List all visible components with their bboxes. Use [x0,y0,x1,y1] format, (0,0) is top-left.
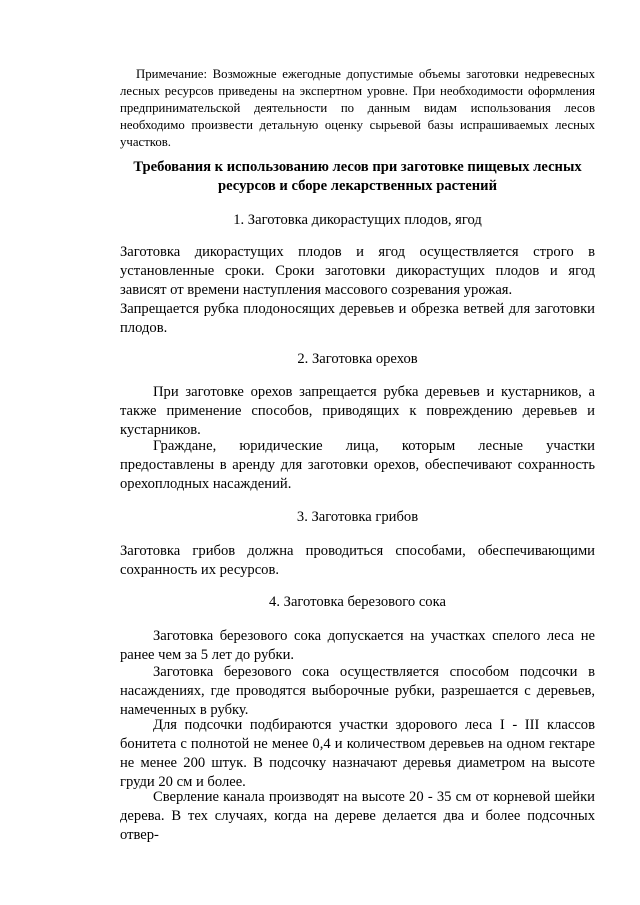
section-4-paragraph-2: Заготовка березового сока осуществляется способом подсочки в насаждениях, где проводятся выборочные рубки, разрешается с деревьев, намеченных в рубку. [120,664,595,718]
section-1-paragraph-1: Заготовка дикорастущих плодов и ягод осуществляется строго в установленные сроки. Сроки заготовки дикорастущих плодов и ягод зависят от времени наступления массового созревания урожая. [120,244,595,298]
main-heading: Требования к использованию лесов при заготовке пищевых лесных ресурсов и сборе лекарственных растений [133,159,582,194]
section-4-paragraph-4: Сверление канала производят на высоте 20 - 35 см от корневой шейки дерева. В тех случаях, когда на дереве делается два и более подсочных отвер- [120,789,595,843]
section-4-paragraph-3: Для подсочки подбираются участки здорового леса I - III классов бонитета с полнотой не менее 0,4 и количеством деревьев на одном гектаре не менее 200 штук. В подсочку назначают деревья диаметром на высоте груди 20 см и более. [120,717,595,790]
note-paragraph: Примечание: Возможные ежегодные допустимые объемы заготовки недревесных лесных ресурсов приведены на экспертном уровне. При необходимости оформления предпринимательской деятельности по данным видам использования лесов необходимо произвести детальную оценку сырьевой базы испрашиваемых лесных участков. [120,67,595,149]
section-4-title: 4. Заготовка березового сока [269,594,446,610]
section-2-paragraph-2: Граждане, юридические лица, которым лесные участки предоставлены в аренду для заготовки орехов, обеспечивают сохранность орехоплодных насаждений. [120,438,595,492]
section-2-paragraph-1: При заготовке орехов запрещается рубка деревьев и кустарников, а также применение способов, приводящих к повреждению деревьев и кустарников. [120,384,595,438]
section-3-title: 3. Заготовка грибов [296,509,419,525]
section-3-paragraph-1: Заготовка грибов должна проводиться способами, обеспечивающими сохранность их ресурсов. [120,543,595,578]
section-1-paragraph-2: Запрещается рубка плодоносящих деревьев и обрезка ветвей для заготовки плодов. [120,301,595,336]
section-2-title: 2. Заготовка орехов [297,351,418,367]
section-1-title: 1. Заготовка дикорастущих плодов, ягод [233,212,482,228]
section-4-paragraph-1: Заготовка березового сока допускается на участках спелого леса не ранее чем за 5 лет до рубки. [120,628,595,663]
